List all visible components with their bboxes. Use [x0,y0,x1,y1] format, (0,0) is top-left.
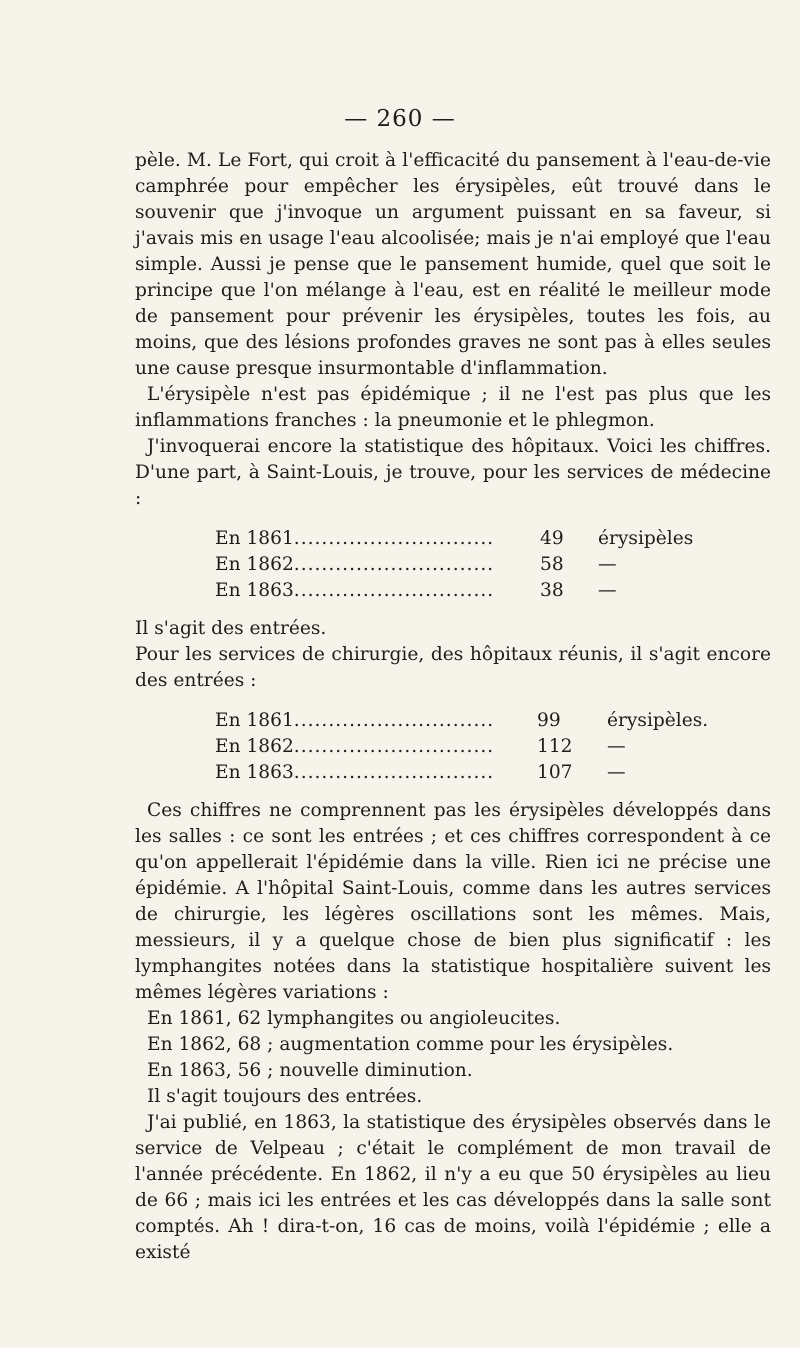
paragraph: Ces chiffres ne comprennent pas les érysipèles développés dans les salles : ce sont les entrées ; et ces chiffres correspondent à ce qu'on appellerait l'épidémie dans la ville. Rien ici ne précise une épidémie. A l'hôpital Saint-Louis, comme dans les autres services de chirurgie, les légères oscillations sont les mêmes. Mais, messieurs, il y a quelque chose de bien plus significatif : les lymphangites notées dans la statistique hospitalière suivent les mêmes légères variations : [135,800,771,1003]
count-value: 112 [537,736,573,757]
leader-dots: ............................. [293,762,495,783]
year-label: En 1863 [215,762,294,783]
year-label: En 1861 [215,528,294,549]
year-label: En 1862 [215,736,294,757]
leader-dots: ............................. [293,710,495,731]
paragraph: J'ai publié, en 1863, la statistique des érysipèles observés dans le service de Velpeau ; c'était le complément de mon travail de l'année précédente. En 1862, il n'y a eu que 50 érysipèles au lieu de 66 ; mais ici les entrées et les cas développés dans la salle sont comptés. Ah ! dira-t-on, 16 cas de moins, voilà l'épidémie ; elle a existé [135,1112,771,1263]
paragraph: Il s'agit toujours des entrées. [147,1086,423,1107]
paragraph: J'invoquerai encore la statistique des hôpitaux. Voici les chiffres. D'une part, à Saint-Louis, je trouve, pour les services de médecine : [135,436,771,509]
paragraph: Il s'agit des entrées. [135,618,327,639]
year-label: En 1863 [215,580,294,601]
unit-label: érysipèles. [607,710,709,731]
paragraph: En 1863, 56 ; nouvelle diminution. [147,1060,473,1081]
paragraph: En 1861, 62 lymphangites ou angioleucites. [147,1008,561,1029]
leader-dots: ............................. [293,736,495,757]
year-label: En 1861 [215,710,294,731]
count-value: 38 [540,580,564,601]
body-text [135,148,771,1266]
table-row [215,552,693,578]
count-value: 107 [537,762,573,783]
table-row [215,578,693,604]
leader-dots: ............................. [293,528,495,549]
paragraph: L'érysipèle n'est pas épidémique ; il ne l'est pas plus que les inflammations franches : la pneumonie et le phlegmon. [135,384,771,431]
unit-label: — [598,554,617,575]
table-row [215,760,708,786]
count-value: 49 [540,528,564,549]
count-value: 58 [540,554,564,575]
table-row [215,526,693,552]
year-label: En 1862 [215,554,294,575]
count-value: 99 [537,710,561,731]
table-surgery [215,708,708,786]
table-medicine [215,526,693,604]
table-row [215,734,708,760]
unit-label: — [598,580,617,601]
paragraph: En 1862, 68 ; augmentation comme pour les érysipèles. [147,1034,674,1055]
paragraph: Pour les services de chirurgie, des hôpitaux réunis, il s'agit encore des entrées : [135,644,771,691]
leader-dots: ............................. [293,554,495,575]
paragraph: pèle. M. Le Fort, qui croit à l'efficacité du pansement à l'eau-de-vie camphrée pour empêcher les érysipèles, eût trouvé dans le souvenir que j'invoque un argument puissant en sa faveur, si j'avais mis en usage l'eau alcoolisée; mais je n'ai employé que l'eau simple. Aussi je pense que le pansement humide, quel que soit le principe que l'on mélange à l'eau, est en réalité le meilleur mode de pansement pour prévenir les érysipèles, toutes les fois, au moins, que des lésions profondes graves ne sont pas à elles seules une cause presque insurmontable d'inflammation. [135,150,771,379]
unit-label: — [607,762,626,783]
unit-label: — [607,736,626,757]
unit-label: érysipèles [598,528,694,549]
table-row [215,708,708,734]
leader-dots: ............................. [293,580,495,601]
page-number: — 260 — [344,106,456,132]
